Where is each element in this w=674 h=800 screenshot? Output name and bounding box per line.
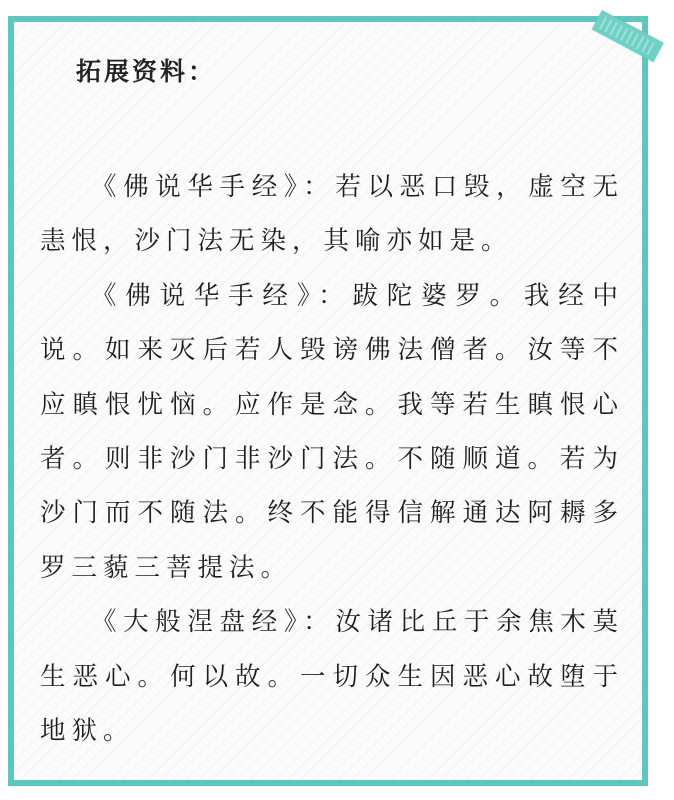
- section-heading: 拓展资料：: [76, 57, 217, 86]
- paragraph-huashou-1: 《佛说华手经》：若以恶口毁，虚空无恚恨，沙门法无染，其喻亦如是。: [40, 172, 624, 257]
- paragraph-huashou-2: 《佛说华手经》：跋陀婆罗。我经中说。如来灭后若人毁谤佛法僧者。汝等不应瞋恨忧恼。应作是念。我等若生瞋恨心者。则非沙门非沙门法。不随顺道。若为沙门而不随法。终不能得信解通达阿耨多罗三藐三菩提法。: [40, 280, 624, 583]
- text-body: [40, 160, 624, 758]
- paragraph-niepan: 《大般涅盘经》：汝诸比丘于余焦木莫生恶心。何以故。一切众生因恶心故堕于地狱。: [40, 607, 624, 747]
